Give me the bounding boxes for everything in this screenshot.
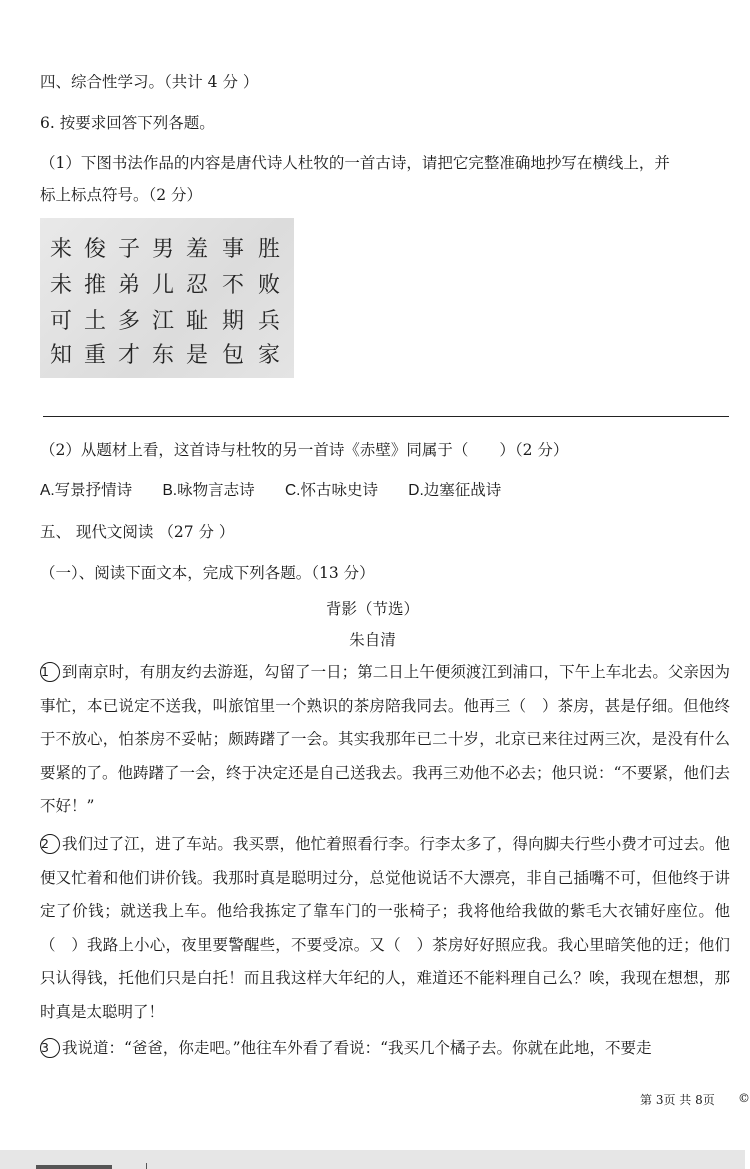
calligraphy-char: 未 [50, 273, 73, 298]
scrollbar-tick [146, 1163, 147, 1169]
calligraphy-char: 忍 [186, 273, 209, 298]
calligraphy-char: 是 [186, 343, 209, 368]
option-a: A.写景抒情诗 [40, 482, 133, 499]
page-footer: 第 3页 共 8页 [640, 1093, 715, 1107]
calligraphy-char: 期 [222, 309, 245, 334]
question-6-1-line1: （1）下图书法作品的内容是唐代诗人杜牧的一首古诗，请把它完整准确地抄写在横线上，并 [40, 154, 670, 172]
calligraphy-char: 家 [258, 343, 281, 368]
calligraphy-char: 事 [222, 237, 245, 262]
calligraphy-image [40, 218, 294, 378]
paragraph-text: 到南京时，有朋友约去游逛，勾留了一日；第二日上午便须渡江到浦口，下午上车北去。父亲因为事忙，本已说定不送我，叫旅馆里一个熟识的茶房陪我同去。他再三（ ）茶房，甚是仔细。但他终于不放心，怕茶房不妥帖；颇踌躇了一会。其实我那年已二十岁，北京已来往过两三次，是没有什么要紧的了。他踌躇了一会，终于决定还是自己送我去。我再三劝他不必去；他只说：“不要紧，他们去不好！” [40, 663, 730, 815]
calligraphy-char: 男 [152, 237, 175, 262]
section-four-heading: 四、综合性学习。（共计 4 分 ） [40, 73, 259, 91]
calligraphy-char: 耻 [186, 309, 209, 334]
calligraphy-char: 重 [84, 343, 107, 368]
option-b: B.咏物言志诗 [162, 482, 255, 499]
question-6: 6. 按要求回答下列各题。 [40, 114, 215, 132]
part-one-heading: （一）、阅读下面文本，完成下列各题。（13 分） [40, 564, 375, 582]
section-five-heading: 五、 现代文阅读 （27 分 ） [40, 523, 235, 541]
question-6-2: （2）从题材上看，这首诗与杜牧的另一首诗《赤壁》同属于（ ）（2 分） [40, 441, 569, 459]
calligraphy-char: 土 [84, 309, 107, 334]
calligraphy-char: 兵 [258, 309, 281, 334]
calligraphy-char: 子 [118, 237, 141, 262]
paragraph-number: 2 [40, 834, 60, 854]
question-6-1-line2: 标上标点符号。（2 分） [40, 186, 203, 204]
calligraphy-char: 才 [118, 343, 141, 368]
calligraphy-char: 东 [152, 343, 175, 368]
calligraphy-char: 推 [84, 273, 107, 298]
answer-line [43, 416, 729, 417]
paragraph-number: 3 [40, 1038, 60, 1058]
calligraphy-char: 胜 [258, 237, 281, 262]
calligraphy-char: 弟 [118, 273, 141, 298]
calligraphy-char: 儿 [152, 273, 175, 298]
calligraphy-char: 知 [50, 343, 73, 368]
calligraphy-char: 来 [50, 237, 73, 262]
paragraph-1 [40, 656, 730, 824]
paragraph-text: 我说道：“爸爸，你走吧。”他往车外看了看说：“我买几个橘子去。你就在此地，不要走 [62, 1039, 652, 1057]
calligraphy-char: 不 [222, 273, 245, 298]
copyright-mark: © [738, 1091, 750, 1105]
passage-author: 朱自清 [349, 631, 396, 649]
horizontal-scrollbar[interactable] [0, 1150, 745, 1169]
calligraphy-char: 败 [258, 273, 281, 298]
calligraphy-char: 包 [222, 343, 245, 368]
option-d: D.边塞征战诗 [408, 482, 502, 499]
answer-options [40, 480, 527, 502]
paragraph-2 [40, 828, 730, 1029]
calligraphy-char: 多 [118, 309, 141, 334]
paragraph-text: 我们过了江，进了车站。我买票，他忙着照看行李。行李太多了，得向脚夫行些小费才可过去。他便又忙着和他们讲价钱。我那时真是聪明过分，总觉他说话不大漂亮，非自己插嘴不可，但他终于讲定了价钱；就送我上车。他给我拣定了靠车门的一张椅子；我将他给我做的紫毛大衣铺好座位。他（ ）我路上小心，夜里要警醒些，不要受凉。又（ ）茶房好好照应我。我心里暗笑他的迂；他们只认得钱，托他们只是白托！而且我这样大年纪的人，难道还不能料理自己么？唉，我现在想想，那时真是太聪明了！ [40, 835, 730, 1021]
passage-title: 背影（节选） [325, 600, 419, 618]
calligraphy-char: 江 [152, 309, 175, 334]
option-c: C.怀古咏史诗 [284, 482, 378, 499]
paragraph-3 [40, 1032, 730, 1066]
calligraphy-char: 羞 [186, 237, 209, 262]
calligraphy-char: 可 [50, 309, 73, 334]
paragraph-number: 1 [40, 662, 60, 682]
scrollbar-thumb[interactable] [36, 1165, 112, 1169]
calligraphy-char: 俊 [84, 237, 107, 262]
